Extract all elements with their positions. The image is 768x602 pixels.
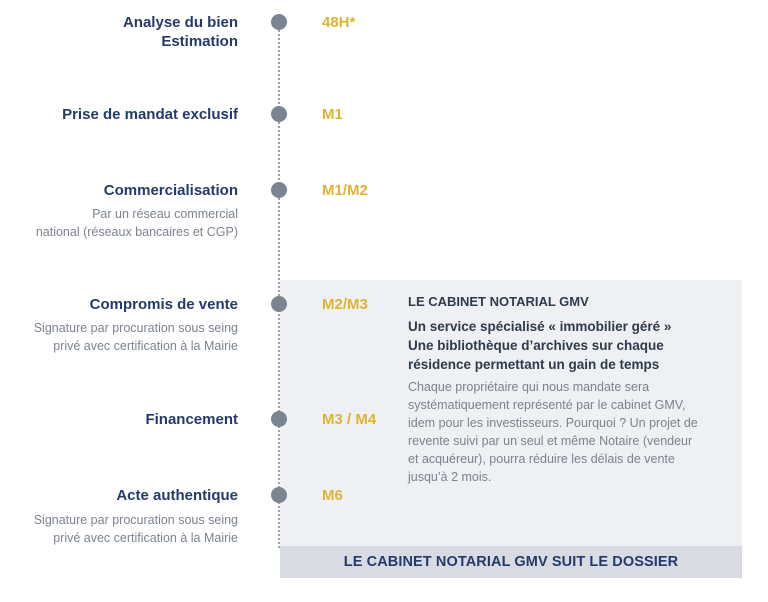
step-desc-line: Par un réseau commercial [92,207,238,221]
step-desc-line: national (réseaux bancaires et CGP) [35,225,238,239]
step-desc-compromis [34,319,238,355]
info-body-line: et acquéreur), pourra réduire les délais de vente [408,452,675,466]
timeline-line [278,22,280,548]
step-code-analyse: 48H* [322,14,356,31]
step-code-compromis: M2/M3 [322,296,368,313]
info-body-line: systématiquement représenté par le cabinet GMV, [408,398,686,412]
step-title-line: Commercialisation [103,182,238,199]
timeline-dot-2 [271,106,287,122]
info-sub-line: résidence permettant un gain de temps [408,357,660,372]
info-sub-line: Un service spécialisé « immobilier géré » [408,319,672,334]
info-heading: LE CABINET NOTARIAL GMV [408,294,589,309]
step-title-line: Compromis de vente [89,296,238,313]
step-title-line: Analyse du bien [122,14,238,31]
step-title-line: Prise de mandat exclusif [62,106,238,123]
timeline-dot-6 [271,487,287,503]
step-desc-line: privé avec certification à la Mairie [53,531,238,545]
step-code-commercialisation: M1/M2 [322,182,368,199]
info-subheading [408,317,671,374]
step-title-line: Acte authentique [116,487,238,504]
info-body [408,378,728,486]
info-body-line: jusqu’à 2 mois. [408,470,492,484]
step-code-acte: M6 [322,487,343,504]
step-code-mandat: M1 [322,106,343,123]
step-title-acte [116,486,238,505]
step-title-line: Financement [145,411,238,428]
timeline-dot-3 [271,182,287,198]
info-body-line: idem pour les investisseurs. Pourquoi ? Un projet de [408,416,698,430]
timeline-dot-4 [271,296,287,312]
step-desc-line: Signature par procuration sous seing [33,321,238,335]
step-title-compromis [90,295,238,314]
info-body-line: Chaque propriétaire qui nous mandate sera [408,380,650,394]
step-desc-line: Signature par procuration sous seing [33,513,238,527]
step-title-line: Estimation [161,33,238,50]
step-title-financement [145,410,238,429]
step-desc-acte [34,511,238,547]
step-desc-line: privé avec certification à la Mairie [53,339,238,353]
timeline-dot-5 [271,411,287,427]
timeline-dot-1 [271,14,287,30]
step-title-analyse [123,13,238,51]
step-desc-commercialisation [36,205,238,241]
info-sub-line: Une bibliothèque d’archives sur chaque [408,338,664,353]
step-code-financement: M3 / M4 [322,411,377,428]
info-body-line: revente suivi par un seul et même Notaire (vendeur [408,434,693,448]
step-title-mandat [62,105,238,124]
footer-banner: LE CABINET NOTARIAL GMV SUIT LE DOSSIER [280,546,742,578]
step-title-commercialisation [104,181,238,200]
